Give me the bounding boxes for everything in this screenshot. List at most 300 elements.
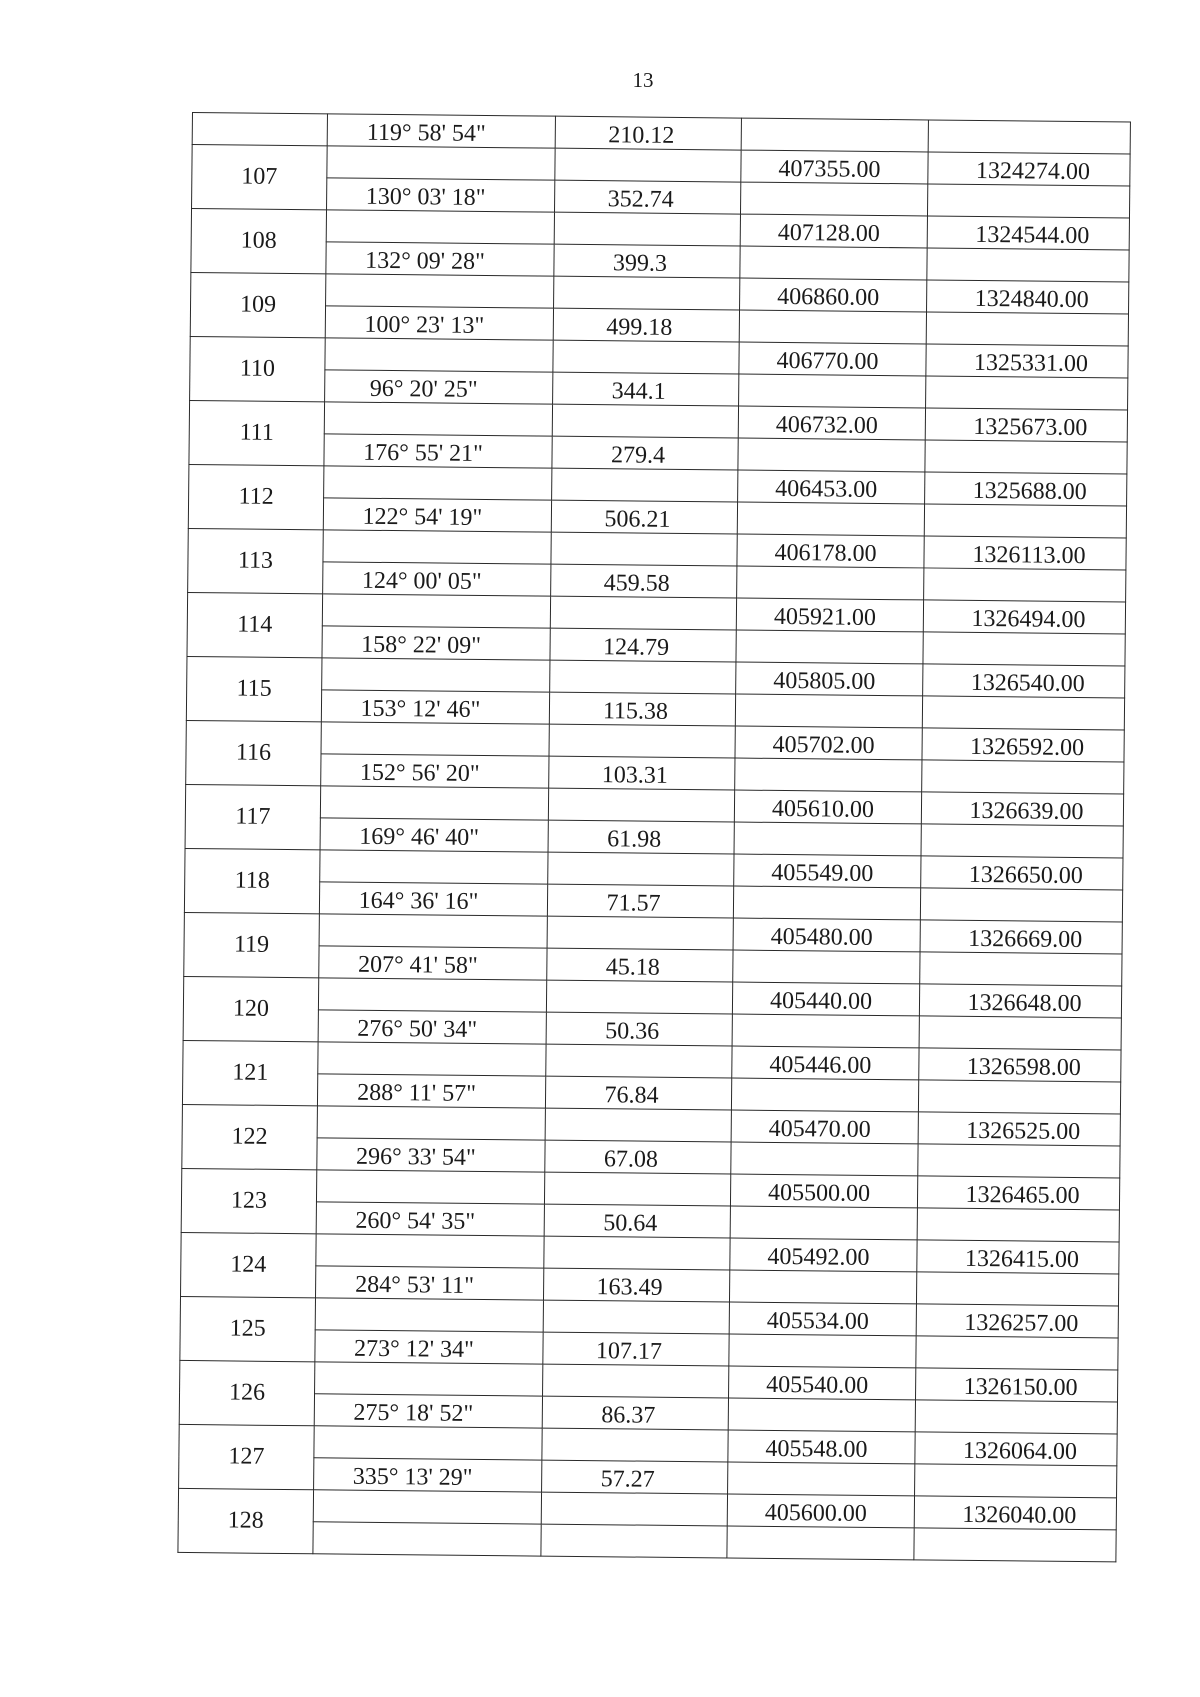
- bearing-cell: [316, 1266, 544, 1300]
- distance-value: 115.38: [602, 698, 669, 725]
- distance-value: 163.49: [596, 1274, 663, 1301]
- bearing-value: 335° 13' 29": [352, 1463, 473, 1491]
- easting-cell: [735, 726, 922, 760]
- distance-cell: [552, 436, 738, 470]
- easting-cell: [730, 1206, 917, 1240]
- easting-value: 405540.00: [766, 1371, 869, 1399]
- bearing-cell: [319, 914, 547, 948]
- distance-cell: [544, 1204, 730, 1238]
- bearing-value: 176° 55' 21": [363, 439, 484, 467]
- distance-value: 67.08: [603, 1146, 659, 1173]
- northing-cell: [917, 1176, 1119, 1210]
- bearing-cell: [315, 1362, 543, 1396]
- easting-value: 405480.00: [770, 923, 873, 951]
- distance-cell: [542, 1396, 728, 1430]
- distance-cell: [548, 788, 734, 822]
- bearing-value: 100° 23' 13": [364, 311, 485, 339]
- easting-cell: [734, 822, 921, 856]
- bearing-cell: [317, 1074, 545, 1108]
- point-cell: [185, 784, 321, 849]
- distance-cell: [553, 308, 739, 342]
- distance-cell: [553, 340, 739, 374]
- easting-value: 405600.00: [764, 1499, 867, 1527]
- point-value: 116: [235, 739, 272, 766]
- easting-cell: [735, 694, 922, 728]
- northing-value: 1326494.00: [971, 605, 1086, 634]
- bearing-cell: [323, 562, 551, 596]
- northing-cell: [919, 984, 1121, 1018]
- distance-cell: [551, 532, 737, 566]
- distance-value: 50.64: [603, 1210, 658, 1237]
- northing-value: 1325331.00: [973, 349, 1089, 378]
- northing-cell: [920, 952, 1122, 986]
- northing-cell: [918, 1112, 1120, 1146]
- bearing-cell: [324, 434, 552, 468]
- northing-cell: [924, 568, 1126, 602]
- point-value: 107: [241, 163, 278, 190]
- easting-value: 405534.00: [766, 1307, 869, 1335]
- distance-cell: [545, 1076, 731, 1110]
- bearing-cell: [321, 690, 549, 724]
- distance-cell: [549, 724, 735, 758]
- northing-cell: [924, 504, 1126, 538]
- point-value: 126: [228, 1379, 266, 1406]
- distance-value: 124.79: [602, 634, 670, 661]
- easting-value: 405440.00: [769, 987, 873, 1015]
- bearing-cell: [319, 882, 547, 916]
- easting-cell: [728, 1398, 915, 1432]
- bearing-value: 152° 56' 20": [359, 759, 480, 787]
- bearing-cell: [324, 466, 552, 500]
- northing-value: 1324840.00: [974, 285, 1089, 314]
- bearing-cell: [320, 786, 548, 820]
- point-value: 118: [234, 867, 270, 894]
- distance-cell: [555, 116, 741, 150]
- bearing-value: 119° 58' 54": [366, 119, 486, 147]
- point-value: 110: [239, 355, 276, 382]
- distance-cell: [550, 596, 736, 630]
- easting-cell: [737, 502, 924, 536]
- northing-cell: [927, 216, 1129, 250]
- northing-cell: [914, 1528, 1116, 1562]
- northing-cell: [925, 472, 1127, 506]
- distance-cell: [552, 404, 738, 438]
- table-body: [178, 113, 1131, 1562]
- bearing-cell: [319, 946, 547, 980]
- northing-cell: [915, 1432, 1117, 1466]
- easting-value: 406860.00: [777, 283, 880, 311]
- distance-cell: [552, 468, 738, 502]
- distance-value: 399.3: [612, 250, 668, 277]
- point-cell: [186, 656, 322, 721]
- point-value: 117: [235, 803, 271, 830]
- easting-cell: [736, 662, 923, 696]
- bearing-cell: [326, 242, 554, 276]
- distance-cell: [551, 564, 737, 598]
- northing-value: 1326257.00: [964, 1309, 1079, 1338]
- northing-cell: [916, 1272, 1118, 1306]
- distance-cell: [541, 1492, 727, 1526]
- northing-cell: [917, 1240, 1119, 1274]
- bearing-value: 130° 03' 18": [365, 183, 486, 211]
- point-cell: [192, 145, 328, 210]
- distance-cell: [551, 500, 737, 534]
- distance-cell: [544, 1172, 730, 1206]
- bearing-cell: [326, 210, 554, 244]
- bearing-value: 207° 41' 58": [357, 951, 478, 979]
- point-cell: [183, 976, 319, 1041]
- northing-cell: [921, 856, 1123, 890]
- distance-value: 459.58: [603, 570, 670, 597]
- distance-cell: [547, 948, 733, 982]
- northing-cell: [923, 600, 1125, 634]
- northing-cell: [921, 792, 1123, 826]
- northing-value: 1326525.00: [966, 1117, 1081, 1146]
- northing-value: 1326669.00: [968, 925, 1083, 954]
- distance-cell: [543, 1364, 729, 1398]
- distance-cell: [541, 1524, 727, 1558]
- easting-cell: [728, 1430, 915, 1464]
- easting-cell: [727, 1494, 914, 1528]
- distance-cell: [553, 372, 739, 406]
- easting-cell: [729, 1270, 916, 1304]
- northing-value: 1326598.00: [966, 1053, 1081, 1082]
- easting-cell: [736, 630, 923, 664]
- northing-value: 1326465.00: [965, 1181, 1080, 1210]
- bearing-cell: [321, 722, 549, 756]
- easting-cell: [731, 1078, 918, 1112]
- distance-cell: [548, 820, 734, 854]
- point-cell: [178, 1488, 314, 1553]
- easting-value: 406453.00: [775, 475, 878, 503]
- distance-cell: [542, 1460, 728, 1494]
- easting-value: 405702.00: [772, 731, 875, 759]
- point-cell: [184, 912, 320, 977]
- point-value: 109: [239, 291, 277, 318]
- easting-value: 406770.00: [776, 347, 879, 375]
- point-value: 123: [230, 1187, 268, 1214]
- distance-value: 499.18: [606, 314, 673, 341]
- point-cell: [191, 209, 327, 274]
- point-cell: [182, 1104, 318, 1169]
- northing-cell: [918, 1080, 1120, 1114]
- northing-value: 1324544.00: [975, 221, 1090, 250]
- northing-cell: [915, 1464, 1117, 1498]
- northing-cell: [920, 920, 1122, 954]
- distance-value: 45.18: [605, 954, 660, 981]
- distance-value: 279.4: [610, 442, 666, 469]
- point-value: 114: [237, 611, 273, 638]
- point-cell: [189, 400, 325, 465]
- point-cell: [190, 272, 326, 337]
- distance-cell: [542, 1428, 728, 1462]
- point-cell: [188, 528, 324, 593]
- point-value: 115: [236, 675, 272, 702]
- point-value: 125: [229, 1315, 266, 1342]
- page-number: 13: [632, 68, 654, 92]
- bearing-cell: [313, 1522, 541, 1556]
- easting-cell: [738, 470, 925, 504]
- point-cell: [184, 848, 320, 913]
- northing-cell: [919, 1048, 1121, 1082]
- distance-value: 71.57: [606, 890, 661, 917]
- point-value: 128: [227, 1507, 264, 1534]
- bearing-cell: [315, 1330, 543, 1364]
- distance-value: 86.37: [601, 1402, 656, 1429]
- bearing-cell: [320, 850, 548, 884]
- easting-value: 405548.00: [765, 1435, 868, 1463]
- distance-value: 210.12: [608, 122, 675, 149]
- easting-cell: [740, 246, 927, 280]
- bearing-value: 288° 11' 57": [357, 1079, 477, 1107]
- northing-cell: [922, 696, 1124, 730]
- easting-cell: [729, 1302, 916, 1336]
- bearing-value: 153° 12' 46": [360, 695, 481, 723]
- bearing-cell: [322, 626, 550, 660]
- distance-cell: [549, 692, 735, 726]
- northing-cell: [918, 1144, 1120, 1178]
- northing-cell: [926, 376, 1128, 410]
- distance-cell: [554, 212, 740, 246]
- distance-cell: [555, 180, 741, 214]
- northing-cell: [927, 184, 1129, 218]
- distance-value: 352.74: [607, 186, 674, 213]
- northing-cell: [926, 312, 1128, 346]
- easting-value: 406178.00: [774, 539, 877, 567]
- easting-value: 405921.00: [773, 603, 877, 631]
- easting-cell: [733, 886, 920, 920]
- easting-cell: [728, 1462, 915, 1496]
- survey-coordinate-table-wrapper: [177, 112, 1130, 1562]
- distance-cell: [545, 1108, 731, 1142]
- easting-value: 405500.00: [767, 1179, 871, 1207]
- easting-value: 406732.00: [775, 411, 878, 439]
- bearing-value: 132° 09' 28": [365, 247, 485, 275]
- easting-cell: [733, 950, 920, 984]
- bearing-value: 284° 53' 11": [355, 1271, 475, 1299]
- distance-cell: [543, 1268, 729, 1302]
- bearing-cell: [316, 1170, 544, 1204]
- point-cell: [182, 1040, 318, 1105]
- northing-value: 1326592.00: [969, 733, 1085, 762]
- point-value: 124: [230, 1251, 267, 1278]
- easting-cell: [730, 1238, 917, 1272]
- distance-value: 506.21: [604, 506, 671, 533]
- bearing-value: 124° 00' 05": [361, 567, 482, 595]
- northing-value: 1324274.00: [975, 157, 1091, 186]
- northing-value: 1325688.00: [972, 477, 1087, 506]
- bearing-cell: [313, 1490, 541, 1524]
- point-cell: [192, 113, 327, 146]
- northing-value: 1326064.00: [962, 1437, 1078, 1466]
- northing-cell: [923, 664, 1125, 698]
- easting-value: 405805.00: [773, 667, 876, 695]
- distance-cell: [555, 148, 741, 182]
- easting-value: 407355.00: [778, 155, 881, 183]
- bearing-cell: [322, 658, 550, 692]
- easting-cell: [732, 982, 919, 1016]
- bearing-cell: [321, 754, 549, 788]
- northing-cell: [920, 888, 1122, 922]
- distance-value: 61.98: [607, 826, 662, 853]
- easting-cell: [733, 918, 920, 952]
- bearing-cell: [316, 1234, 544, 1268]
- bearing-cell: [317, 1138, 545, 1172]
- easting-cell: [732, 1046, 919, 1080]
- bearing-value: 275° 18' 52": [353, 1399, 474, 1427]
- northing-value: 1326540.00: [970, 669, 1085, 698]
- northing-cell: [922, 728, 1124, 762]
- bearing-cell: [325, 338, 553, 372]
- distance-cell: [546, 980, 732, 1014]
- northing-cell: [916, 1368, 1118, 1402]
- bearing-cell: [325, 370, 553, 404]
- northing-cell: [927, 248, 1129, 282]
- easting-cell: [738, 438, 925, 472]
- northing-value: 1325673.00: [973, 413, 1088, 442]
- bearing-value: 276° 50' 34": [357, 1015, 478, 1043]
- point-value: 120: [232, 995, 270, 1022]
- point-cell: [180, 1296, 316, 1361]
- point-cell: [186, 720, 322, 785]
- bearing-value: 96° 20' 25": [369, 375, 478, 403]
- point-cell: [188, 464, 324, 529]
- bearing-value: 273° 12' 34": [353, 1335, 474, 1363]
- easting-value: 405470.00: [768, 1115, 871, 1143]
- point-cell: [181, 1232, 317, 1297]
- bearing-value: 260° 54' 35": [355, 1207, 476, 1235]
- easting-cell: [739, 342, 926, 376]
- bearing-cell: [314, 1426, 542, 1460]
- northing-cell: [927, 280, 1129, 314]
- distance-cell: [549, 756, 735, 790]
- northing-cell: [914, 1496, 1116, 1530]
- northing-value: 1326415.00: [964, 1245, 1080, 1274]
- bearing-cell: [327, 178, 555, 212]
- easting-cell: [739, 310, 926, 344]
- distance-cell: [554, 244, 740, 278]
- easting-cell: [731, 1142, 918, 1176]
- bearing-cell: [326, 274, 554, 308]
- distance-cell: [545, 1140, 731, 1174]
- point-value: 127: [228, 1443, 265, 1470]
- easting-cell: [729, 1334, 916, 1368]
- easting-cell: [741, 150, 928, 184]
- easting-value: 405446.00: [769, 1051, 872, 1079]
- bearing-cell: [322, 594, 550, 628]
- point-value: 119: [233, 931, 270, 958]
- easting-cell: [739, 374, 926, 408]
- bearing-value: 122° 54' 19": [362, 503, 483, 531]
- easting-value: 405610.00: [771, 795, 875, 823]
- easting-cell: [730, 1174, 917, 1208]
- northing-value: 1326639.00: [969, 797, 1084, 826]
- northing-cell: [921, 824, 1123, 858]
- distance-cell: [548, 852, 734, 886]
- easting-value: 405549.00: [771, 859, 874, 887]
- distance-cell: [543, 1300, 729, 1334]
- bearing-cell: [314, 1394, 542, 1428]
- bearing-cell: [325, 306, 553, 340]
- point-value: 112: [238, 483, 274, 510]
- bearing-cell: [323, 530, 551, 564]
- easting-cell: [738, 406, 925, 440]
- bearing-cell: [324, 402, 552, 436]
- distance-cell: [547, 884, 733, 918]
- distance-value: 344.1: [611, 378, 666, 405]
- northing-value: 1326150.00: [963, 1373, 1078, 1402]
- bearing-value: 164° 36' 16": [358, 887, 479, 915]
- northing-cell: [917, 1208, 1119, 1242]
- point-value: 113: [237, 547, 274, 574]
- northing-cell: [915, 1400, 1117, 1434]
- distance-cell: [550, 628, 736, 662]
- northing-cell: [925, 440, 1127, 474]
- northing-cell: [928, 120, 1130, 154]
- point-value: 111: [239, 419, 274, 446]
- northing-cell: [928, 152, 1130, 186]
- distance-cell: [546, 1012, 732, 1046]
- bearing-cell: [318, 978, 546, 1012]
- northing-cell: [922, 760, 1124, 794]
- bearing-value: 169° 46' 40": [359, 823, 480, 851]
- distance-value: 50.36: [605, 1018, 660, 1045]
- bearing-cell: [315, 1298, 543, 1332]
- bearing-cell: [316, 1202, 544, 1236]
- easting-value: 407128.00: [777, 219, 880, 247]
- bearing-cell: [314, 1458, 542, 1492]
- point-cell: [181, 1168, 317, 1233]
- easting-cell: [734, 790, 921, 824]
- survey-coordinate-table: [177, 112, 1131, 1562]
- northing-value: 1326040.00: [962, 1501, 1077, 1530]
- easting-cell: [737, 566, 924, 600]
- easting-cell: [732, 1014, 919, 1048]
- point-value: 122: [231, 1123, 268, 1150]
- point-cell: [187, 592, 323, 657]
- northing-cell: [926, 344, 1128, 378]
- point-cell: [190, 336, 326, 401]
- bearing-cell: [317, 1106, 545, 1140]
- easting-cell: [741, 118, 928, 152]
- northing-value: 1326648.00: [967, 989, 1082, 1018]
- easting-value: 405492.00: [767, 1243, 870, 1271]
- northing-cell: [916, 1336, 1118, 1370]
- distance-value: 57.27: [600, 1466, 655, 1493]
- bearing-value: 158° 22' 09": [361, 631, 482, 659]
- northing-cell: [916, 1304, 1118, 1338]
- easting-cell: [737, 534, 924, 568]
- bearing-cell: [318, 1010, 546, 1044]
- northing-cell: [923, 632, 1125, 666]
- northing-value: 1326113.00: [972, 541, 1086, 570]
- bearing-cell: [323, 498, 551, 532]
- northing-cell: [925, 408, 1127, 442]
- easting-cell: [740, 278, 927, 312]
- northing-cell: [919, 1016, 1121, 1050]
- easting-cell: [727, 1526, 914, 1560]
- distance-cell: [543, 1332, 729, 1366]
- bearing-cell: [320, 818, 548, 852]
- easting-cell: [735, 758, 922, 792]
- easting-cell: [740, 214, 927, 248]
- easting-cell: [740, 182, 927, 216]
- distance-cell: [544, 1236, 730, 1270]
- bearing-cell: [327, 146, 555, 180]
- distance-value: 107.17: [595, 1338, 663, 1365]
- easting-cell: [731, 1110, 918, 1144]
- bearing-value: 296° 33' 54": [355, 1143, 476, 1171]
